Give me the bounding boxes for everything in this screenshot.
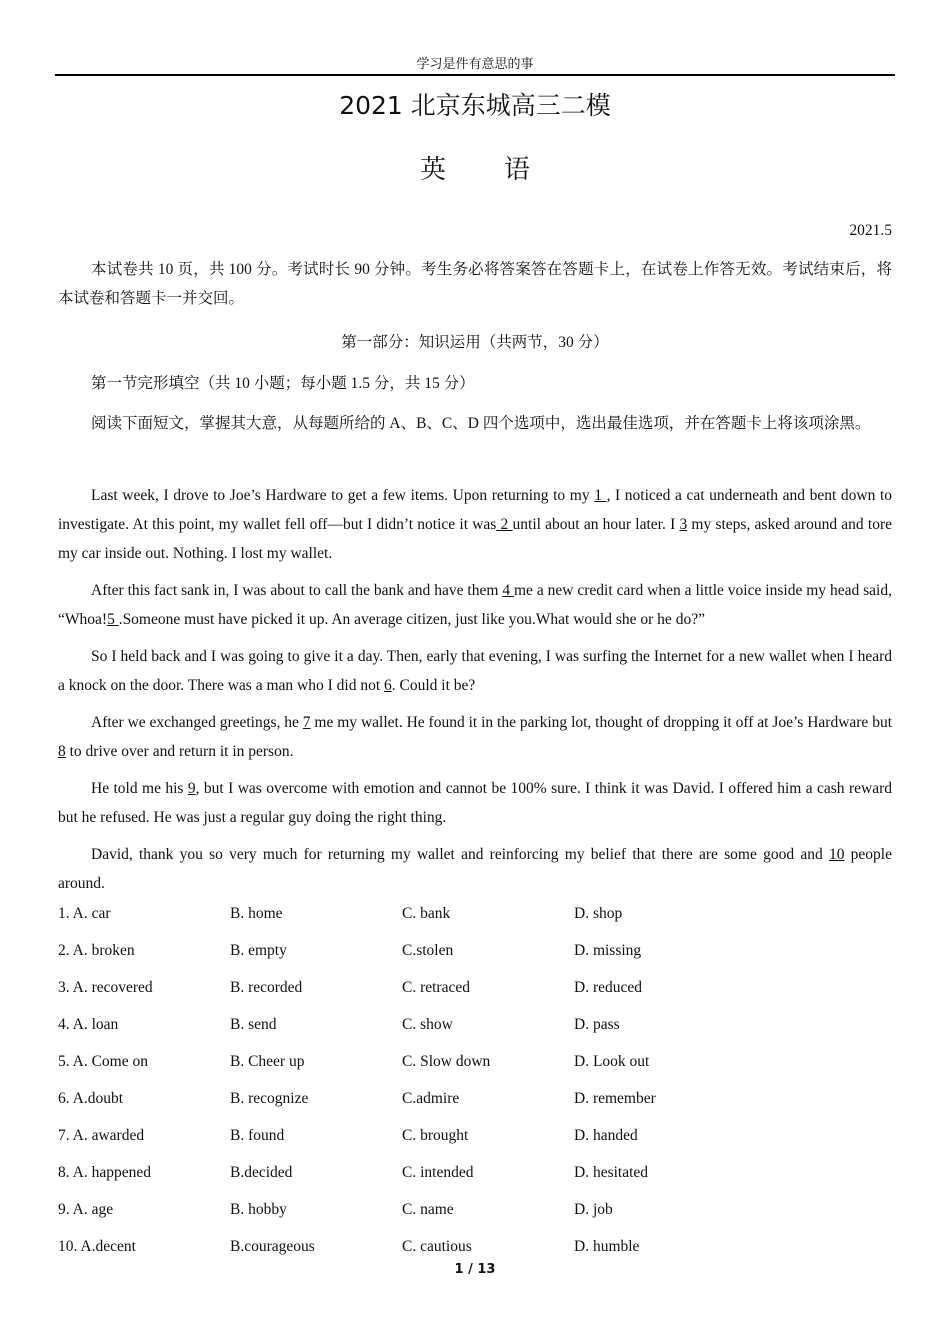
option: 1. A. car <box>58 905 111 922</box>
blank-8: 8 <box>58 743 66 760</box>
passage-text: my steps, asked around and tore my car inside out. Nothing. I lost my wallet. <box>58 516 892 562</box>
exam-date: 2021.5 <box>849 222 892 239</box>
option: 8. A. happened <box>58 1164 151 1181</box>
option: C. cautious <box>402 1238 472 1255</box>
answer-options <box>58 905 898 1275</box>
option: D. hesitated <box>574 1164 649 1181</box>
option: B. recognize <box>230 1090 309 1107</box>
option: B. Cheer up <box>230 1053 305 1070</box>
option: D. handed <box>574 1127 638 1144</box>
option: D. job <box>574 1201 613 1218</box>
passage-paragraph-1 <box>58 481 892 568</box>
option: C. Slow down <box>402 1053 491 1070</box>
option: C. name <box>402 1201 454 1218</box>
option: C.admire <box>402 1090 460 1107</box>
passage-paragraph-5 <box>58 774 892 832</box>
option: C. brought <box>402 1127 469 1144</box>
option: B.decided <box>230 1164 293 1181</box>
instructions-paragraph: 阅读下面短文，掌握其大意，从每题所给的 A、B、C、D 四个选项中，选出最佳选项，并在答题卡上将该项涂黑。 <box>91 415 871 432</box>
passage-text: me my wallet. He found it in the parking lot, thought of dropping it off at Joe’s Hardware but <box>310 714 893 731</box>
option: B. home <box>230 905 283 922</box>
option-row-9 <box>58 1201 898 1238</box>
passage-text: He told me his <box>91 780 188 797</box>
blank-3: 3 <box>679 516 688 533</box>
passage-text: to drive over and return it in person. <box>65 743 294 760</box>
option-row-1 <box>58 905 898 942</box>
option: C. show <box>402 1016 453 1033</box>
page-header-text: 学习是件有意思的事 <box>416 57 534 72</box>
option: B. send <box>230 1016 277 1033</box>
passage-text: . Could it be? <box>391 677 476 694</box>
section-title: 第一节完形填空（共 10 小题；每小题 1.5 分，共 15 分） <box>91 375 475 392</box>
option-row-4 <box>58 1016 898 1053</box>
option: C.stolen <box>402 942 454 959</box>
page-number: 1 / 13 <box>454 1262 496 1277</box>
blank-2: 2 <box>496 516 513 533</box>
option: 7. A. awarded <box>58 1127 145 1144</box>
blank-7: 7 <box>302 714 311 731</box>
option: B.courageous <box>230 1238 315 1255</box>
passage-text: , I noticed a cat underneath and bent down to investigate. At this point, my wallet fell off—but I didn’t notice it was <box>58 487 893 533</box>
blank-5: 5 <box>107 611 119 628</box>
option: D. pass <box>574 1016 620 1033</box>
passage-paragraph-2 <box>58 576 892 634</box>
option: D. humble <box>574 1238 640 1255</box>
option: B. hobby <box>230 1201 287 1218</box>
passage-paragraph-3 <box>58 642 892 700</box>
option: B. empty <box>230 942 287 959</box>
passage-text: After we exchanged greetings, he <box>91 714 303 731</box>
passage-text: .Someone must have picked it up. An average citizen, just like you.What would she or he do?” <box>118 611 705 628</box>
option-row-7 <box>58 1127 898 1164</box>
subject-title: 英语 <box>419 155 588 185</box>
option-row-5 <box>58 1053 898 1090</box>
passage-text: Last week, I drove to Joe’s Hardware to get a few items. Upon returning to my <box>91 487 595 504</box>
document-title: 2021 北京东城高三二模 <box>339 91 611 120</box>
option: B. found <box>230 1127 285 1144</box>
option: B. recorded <box>230 979 303 996</box>
passage-text: me a new credit card when a little voice inside my head said, “Whoa! <box>58 582 892 628</box>
header-divider <box>55 74 895 76</box>
passage-paragraph-6 <box>58 840 892 898</box>
blank-10: 10 <box>828 846 845 863</box>
option: 5. A. Come on <box>58 1053 148 1070</box>
option: 4. A. loan <box>58 1016 119 1033</box>
blank-9: 9 <box>187 780 196 797</box>
option: 2. A. broken <box>58 942 135 959</box>
passage-text: David, thank you so very much for returning my wallet and reinforcing my belief that there are some good and <box>91 846 829 863</box>
option-row-6 <box>58 1090 898 1127</box>
option: 9. A. age <box>58 1201 114 1218</box>
option: D. missing <box>574 942 642 959</box>
option-row-3 <box>58 979 898 1016</box>
part-title: 第一部分：知识运用（共两节，30 分） <box>341 334 609 351</box>
option: 6. A.doubt <box>58 1090 124 1107</box>
option: C. retraced <box>402 979 470 996</box>
passage-text: After this fact sank in, I was about to call the bank and have them <box>91 582 503 599</box>
option: D. remember <box>574 1090 656 1107</box>
option: D. shop <box>574 905 623 922</box>
option-row-2 <box>58 942 898 979</box>
option: C. intended <box>402 1164 474 1181</box>
blank-1: 1 <box>594 487 607 504</box>
passage-text: , but I was overcome with emotion and cannot be 100% sure. I think it was David. I offered him a cash reward but he refused. He was just a regular guy doing the right thing. <box>58 780 892 826</box>
passage-text: until about an hour later. I <box>512 516 680 533</box>
passage-text: people around. <box>58 846 892 892</box>
option: 3. A. recovered <box>58 979 153 996</box>
passage-paragraph-4 <box>58 708 892 766</box>
option-row-8 <box>58 1164 898 1201</box>
option: C. bank <box>402 905 451 922</box>
blank-6: 6 <box>384 677 392 694</box>
option: 10. A.decent <box>58 1238 136 1255</box>
option: D. reduced <box>574 979 642 996</box>
intro-paragraph: 本试卷共 10 页，共 100 分。考试时长 90 分钟。考生务必将答案答在答题卡上，在试卷上作答无效。考试结束后，将本试卷和答题卡一并交回。 <box>58 261 892 307</box>
passage-text: So I held back and I was going to give it a day. Then, early that evening, I was surfing the Internet for a new wallet when I heard a knock on the door. There was a man who I did not <box>58 648 892 694</box>
option: D. Look out <box>574 1053 650 1070</box>
blank-4: 4 <box>502 582 514 599</box>
